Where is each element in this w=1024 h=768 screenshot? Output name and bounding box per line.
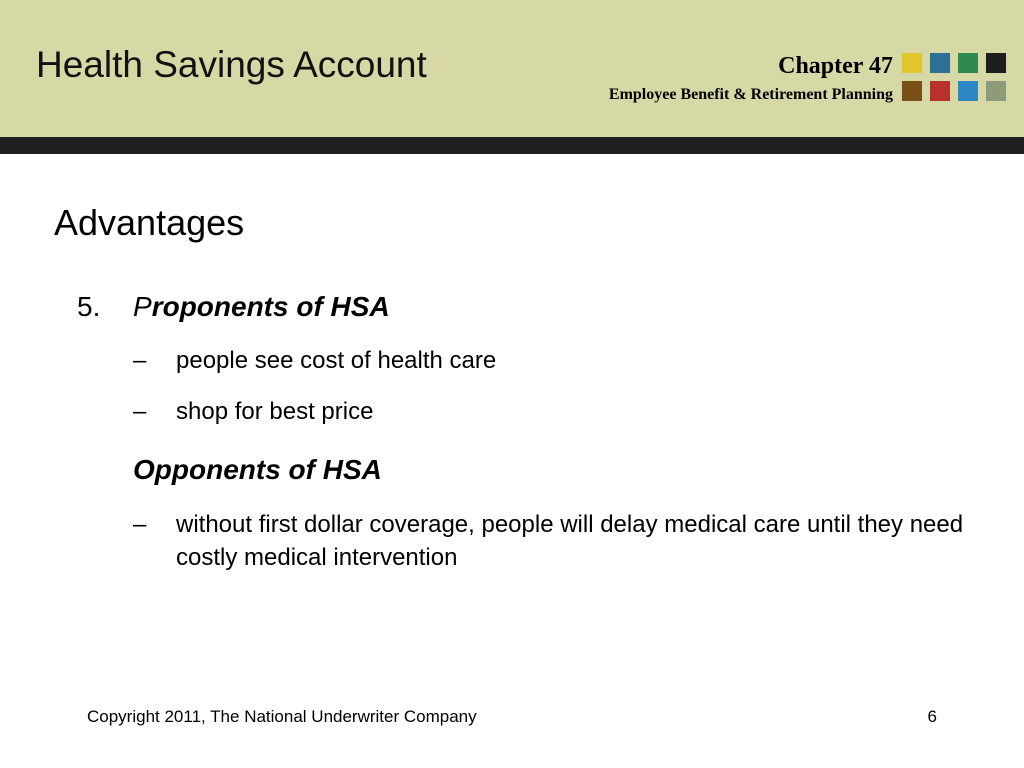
copyright-notice: Copyright 2011, The National Underwriter Company bbox=[87, 707, 477, 726]
square-8 bbox=[986, 81, 1006, 101]
slide-heading: Advantages bbox=[54, 202, 245, 243]
chapter-label: Chapter 47 bbox=[778, 53, 893, 79]
square-5 bbox=[902, 81, 922, 101]
color-squares-logo bbox=[902, 53, 1006, 103]
deck-title: Health Savings Account bbox=[36, 44, 427, 85]
proponents-rest: roponents of HSA bbox=[151, 291, 390, 322]
square-7 bbox=[958, 81, 978, 101]
proponents-heading bbox=[133, 290, 390, 324]
bullet-dash: – bbox=[133, 398, 147, 425]
proponent-point: shop for best price bbox=[176, 398, 374, 425]
opponent-point: without first dollar coverage, people will delay medical care until they need costly medical intervention bbox=[176, 511, 964, 571]
square-4 bbox=[986, 53, 1006, 73]
square-3 bbox=[958, 53, 978, 73]
bullet-dash: – bbox=[133, 511, 147, 538]
proponent-point: people see cost of health care bbox=[176, 347, 497, 374]
opponents-heading: Opponents of HSA bbox=[133, 454, 382, 485]
square-6 bbox=[930, 81, 950, 101]
header-divider bbox=[0, 137, 1024, 154]
item-number: 5. bbox=[77, 291, 101, 322]
proponents-first-letter: P bbox=[133, 291, 152, 322]
square-1 bbox=[902, 53, 922, 73]
bullet-dash: – bbox=[133, 347, 147, 374]
square-2 bbox=[930, 53, 950, 73]
page-number: 6 bbox=[927, 707, 937, 726]
course-subtitle: Employee Benefit & Retirement Planning bbox=[608, 86, 893, 103]
